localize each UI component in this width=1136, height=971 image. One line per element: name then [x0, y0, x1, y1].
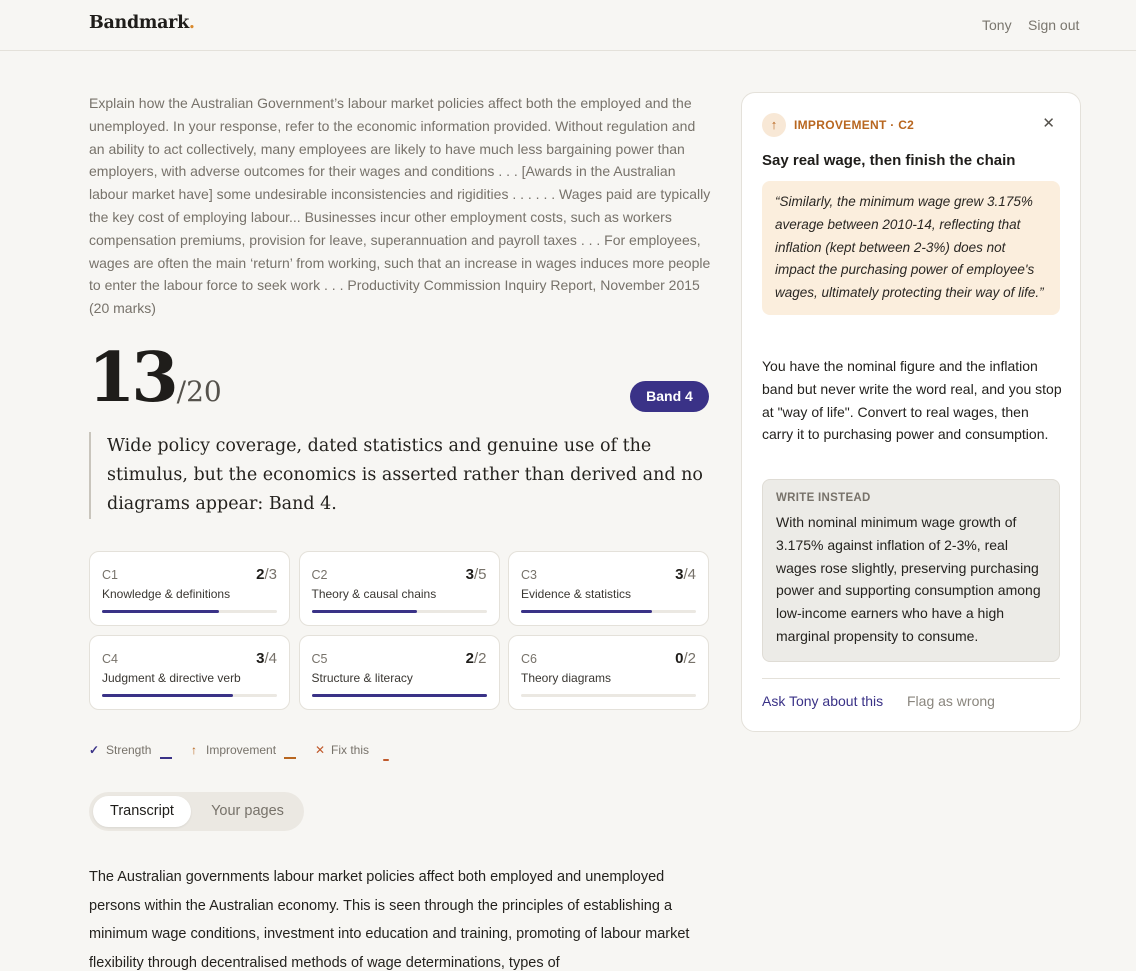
criterion-score-value: 2 [256, 566, 265, 583]
brand-name: Bandmark [89, 13, 189, 33]
user-name: Tony [982, 17, 1012, 33]
criterion-score-value: 2 [465, 650, 474, 667]
criterion-score-max: /4 [264, 650, 277, 667]
arrow-up-icon: ↑ [762, 113, 786, 137]
criterion-progress-track [102, 694, 277, 697]
question-text: Explain how the Australian Government’s labour market policies affect both the employed and the unemployed. In your response, refer to the economic information provided. Without regulation and an ability to act collectively, many employees are likely to have much less bargaining power than employers, with adverse outcomes for their wages and conditions . . . [Awards in the Australian labour market have] some undesirable inconsistencies and rigidities . . . . . . Wages paid are typically the key cost of employing labour... Businesses incur other employment costs, such as workers compensation premiums, provision for leave, superannuation and payroll taxes . . . For employees, wages are often the main ‘return’ from working, such that an increase in wages induces more people to enter the labour force to seek work . . . Productivity Commission Inquiry Report, November 2015 (20 marks) [89, 95, 711, 317]
band-badge: Band 4 [630, 381, 709, 412]
criterion-score-max: /4 [683, 566, 696, 583]
criterion-name: Knowledge & definitions [102, 587, 231, 601]
close-icon[interactable]: ✕ [1042, 115, 1055, 132]
legend-strength-swatch [160, 757, 172, 759]
criterion-name: Theory & causal chains [311, 587, 437, 601]
criterion-score-value: 3 [465, 566, 474, 583]
criterion-progress-track [521, 694, 696, 697]
criterion-score-max: /5 [473, 566, 487, 583]
criterion-score [675, 650, 696, 667]
feedback-title: Say real wage, then finish the chain [762, 152, 1016, 169]
sign-out-link[interactable]: Sign out [1028, 17, 1080, 33]
tab-transcript[interactable]: Transcript [93, 796, 191, 827]
criterion-score-value: 3 [675, 566, 684, 583]
criterion-progress-fill [312, 694, 487, 697]
criterion-code: C2 [311, 568, 328, 582]
criterion-code: C4 [102, 652, 118, 666]
criterion-progress-fill [102, 610, 219, 613]
brand-logo[interactable] [89, 13, 195, 33]
criterion-code: C1 [102, 568, 118, 582]
score-value: 13 [88, 338, 175, 418]
legend-fix-swatch [383, 759, 389, 761]
write-instead-label: WRITE INSTEAD [776, 492, 871, 504]
tab-your-pages[interactable]: Your pages [211, 803, 284, 819]
criterion-card-c1[interactable] [89, 551, 290, 626]
feedback-quote: “Similarly, the minimum wage grew 3.175% average between 2010-14, reflecting that inflation (kept between 2-3%) does not impact the purchasing power of employee's wages, ultimately protecting their way of life.” [762, 181, 1060, 315]
ask-tony-link[interactable]: Ask Tony about this [762, 693, 884, 709]
criterion-progress-track [312, 610, 487, 613]
criterion-name: Evidence & statistics [521, 587, 632, 601]
criteria-grid [89, 551, 709, 710]
criterion-card-c5[interactable] [299, 635, 500, 710]
arrow-up-icon: ↑ [191, 743, 197, 757]
criterion-progress-fill [521, 610, 652, 613]
view-tabs [89, 792, 304, 831]
criterion-score [466, 566, 487, 583]
criterion-score [256, 650, 277, 667]
legend-improvement-swatch [284, 757, 296, 759]
divider [762, 678, 1060, 679]
write-instead-box [762, 479, 1060, 662]
criterion-score-max: /3 [264, 566, 277, 583]
criterion-progress-track [102, 610, 277, 613]
criterion-score [256, 566, 277, 583]
criterion-card-c6[interactable] [508, 635, 709, 710]
legend-fix-label: Fix this [331, 743, 370, 757]
brand-dot: . [188, 13, 195, 33]
criterion-score-value: 3 [256, 650, 265, 667]
criterion-card-c3[interactable] [508, 551, 709, 626]
criterion-score [675, 566, 696, 583]
top-bar [0, 0, 1136, 51]
criterion-progress-fill [102, 694, 233, 697]
close-icon: ✕ [315, 743, 326, 757]
criterion-card-c2[interactable] [299, 551, 500, 626]
flag-as-wrong-link[interactable]: Flag as wrong [907, 693, 995, 709]
score-max: /20 [176, 375, 222, 408]
criterion-code: C6 [521, 652, 537, 666]
feedback-kicker: IMPROVEMENT · C2 [794, 118, 915, 132]
criterion-score-max: /2 [473, 650, 487, 667]
criterion-score-max: /2 [683, 650, 696, 667]
score-display [88, 338, 222, 418]
criterion-score-value: 0 [675, 650, 684, 667]
check-icon: ✓ [89, 743, 100, 757]
criterion-code: C5 [311, 652, 328, 666]
feedback-panel [741, 92, 1081, 732]
criterion-progress-track [521, 610, 696, 613]
write-instead-text: With nominal minimum wage growth of 3.175% against inflation of 2-3%, real wages rose slightly, preserving purchasing power and supporting consumption among low-income earners who have a high marginal propensity to consume. [776, 514, 1041, 644]
criterion-progress-track [312, 694, 487, 697]
result-summary: Wide policy coverage, dated statistics and genuine use of the stimulus, but the economics is asserted rather than derived and no diagrams appear: Band 4. [89, 432, 709, 519]
criterion-name: Judgment & directive verb [102, 671, 241, 685]
criterion-code: C3 [521, 568, 537, 582]
criterion-score [466, 650, 487, 667]
feedback-body: You have the nominal figure and the inflation band but never write the word real, and you stop at "way of life". Convert to real wages, then carry it to purchasing power and consumption. [762, 358, 1062, 443]
criterion-name: Theory diagrams [521, 671, 612, 685]
criterion-name: Structure & literacy [311, 671, 413, 685]
criterion-progress-fill [312, 610, 417, 613]
transcript-text: The Australian governments labour market policies affect both employed and unemployed persons within the Australian economy. This is seen through the principles of establishing a minimum wage conditions, investment into education and training, promoting of labour market flexibility through decentralised methods of wage determinations, types of [89, 869, 690, 971]
legend-improvement-label: Improvement [206, 743, 277, 757]
criterion-card-c4[interactable] [89, 635, 290, 710]
legend-strength-label: Strength [106, 743, 152, 757]
